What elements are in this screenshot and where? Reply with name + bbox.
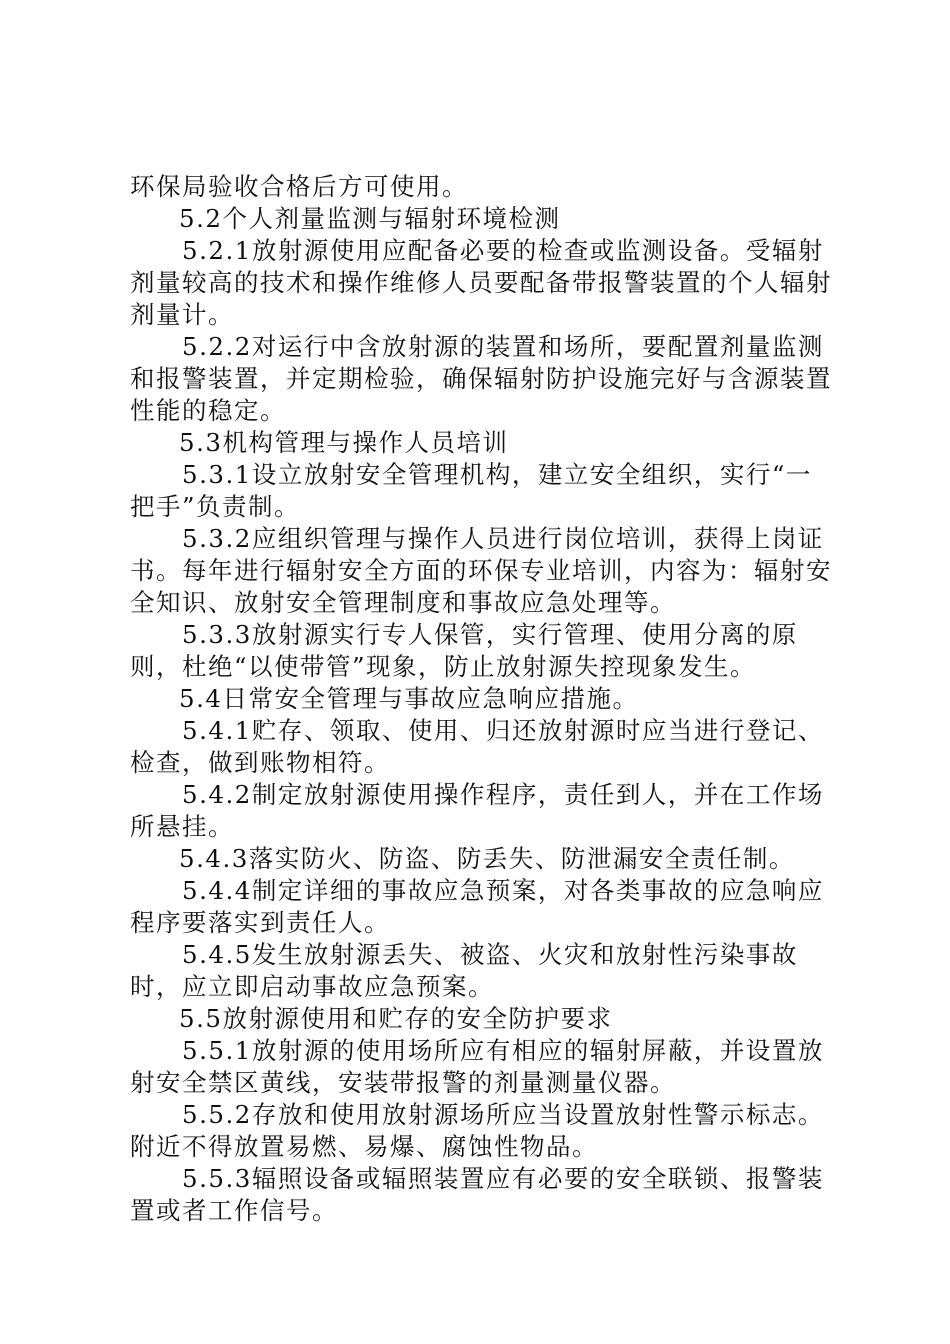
paragraph-5-5-2: 5.5.2存放和使用放射源场所应当设置放射性警示标志。附近不得放置易燃、易爆、腐蚀性物品。 (130, 1100, 824, 1161)
section-heading-5-5: 5.5放射源使用和贮存的安全防护要求 (179, 1004, 613, 1033)
paragraph-5-2-2: 5.2.2对运行中含放射源的装置和场所，要配置剂量监测和报警装置，并定期检验，确保辐射防护设施完好与含源装置性能的稳定。 (130, 332, 832, 425)
paragraph-5-4-4: 5.4.4制定详细的事故应急预案，对各类事故的应急响应程序要落实到责任人。 (130, 876, 824, 937)
paragraph-5-3-2: 5.3.2应组织管理与操作人员进行岗位培训，获得上岗证书。每年进行辐射安全方面的环保专业培训，内容为：辐射安全知识、放射安全管理制度和事故应急处理等。 (130, 524, 832, 617)
paragraph-5-5-1: 5.5.1放射源的使用场所应有相应的辐射屏蔽，并设置放射安全禁区黄线，安装带报警的剂量测量仪器。 (130, 1036, 824, 1097)
paragraph-5-4-2: 5.4.2制定放射源使用操作程序，责任到人，并在工作场所悬挂。 (130, 780, 824, 841)
section-heading-5-4: 5.4日常安全管理与事故应急响应措施。 (179, 684, 639, 713)
paragraph-5-4-1: 5.4.1贮存、领取、使用、归还放射源时应当进行登记、检查，做到账物相符。 (130, 716, 824, 777)
paragraph-continuation: 环保局验收合格后方可使用。 (130, 172, 468, 201)
paragraph-5-4-5: 5.4.5发生放射源丢失、被盗、火灾和放射性污染事故时，应立即启动事故应急预案。 (130, 940, 798, 1001)
paragraph-5-3-3: 5.3.3放射源实行专人保管，实行管理、使用分离的原则，杜绝“以使带管”现象，防止放射源失控现象发生。 (130, 620, 798, 681)
document-page (130, 171, 835, 1227)
paragraph-5-3-1: 5.3.1设立放射安全管理机构，建立安全组织，实行“一把手”负责制。 (130, 460, 812, 521)
paragraph-5-2-1: 5.2.1放射源使用应配备必要的检查或监测设备。受辐射剂量较高的技术和操作维修人员要配备带报警装置的个人辐射剂量计。 (130, 236, 832, 329)
section-heading-5-2: 5.2个人剂量监测与辐射环境检测 (179, 204, 561, 233)
section-heading-5-3: 5.3机构管理与操作人员培训 (179, 428, 509, 457)
paragraph-5-5-3: 5.5.3辐照设备或辐照装置应有必要的安全联锁、报警装置或者工作信号。 (130, 1164, 824, 1225)
paragraph-5-4-3: 5.4.3落实防火、防盗、防丢失、防泄漏安全责任制。 (179, 844, 795, 873)
